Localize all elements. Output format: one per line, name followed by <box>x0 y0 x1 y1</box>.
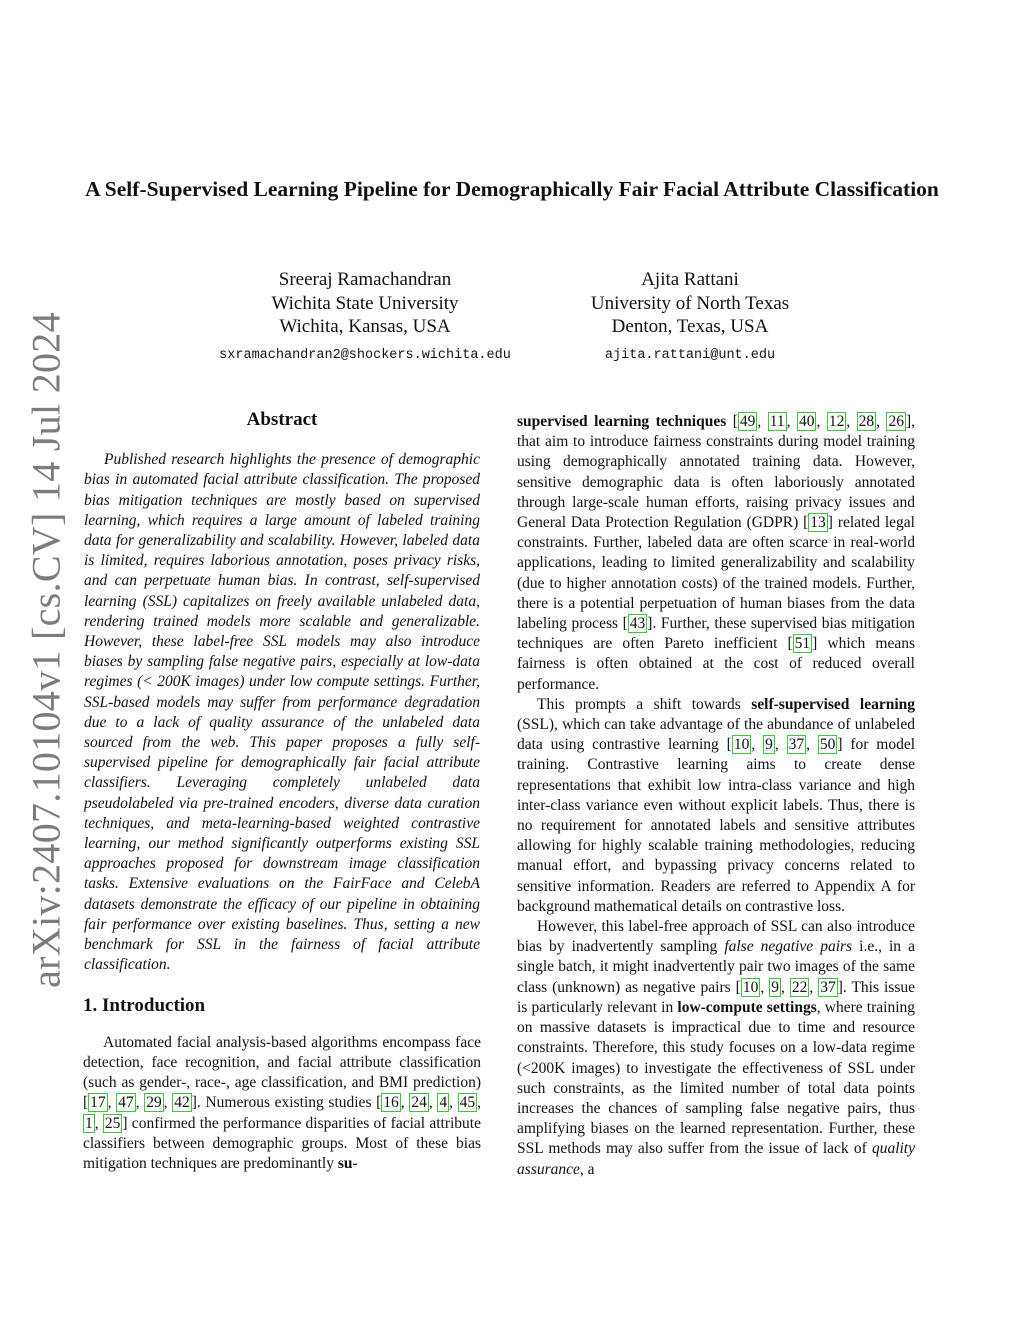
italic-run: quality assurance <box>517 1140 915 1178</box>
cite-group-5: 10 , 9 , 22 , 37 <box>742 978 836 996</box>
citation-link[interactable]: 37 <box>820 978 836 996</box>
text-run: This prompts a shift towards <box>537 695 752 713</box>
text-run: ] confirmed the performance disparities of facial attribute classifiers between demographic groups. Most of these bias mitigation techniques are predominantly <box>83 1114 481 1172</box>
abstract-heading: Abstract <box>246 409 318 430</box>
citation-link[interactable]: 47 <box>118 1094 134 1112</box>
author-location: Denton, Texas, USA <box>611 316 769 337</box>
bold-run: su- <box>337 1154 358 1172</box>
left-column <box>83 410 481 1174</box>
citation-link[interactable]: 45 <box>459 1094 476 1112</box>
intro-paragraph-1-cont: supervised learning techniques [ 49 , 11 , 40 , 12 , 28 , 26 ], that aim to introduce fairness constraints during model training using demographically annotated training data. However, sensitive demographic data is often laboriously annotated through large-scale human efforts, raising privacy issues and General Data Protection Regulation (GDPR) [ 13 ] related legal constraints. Further, labeled data are often scarce in real-world applications, leading to limited generalizability and scalability (due to higher annotation costs) of the trained models. Further, there is a potential perpetuation of human biases from the data labeling process [ 43 ]. Further, these supervised bias mitigation techniques are often Pareto inefficient [ 51 ] which means fairness is often obtained at the cost of reduced overall performance. <box>517 413 916 693</box>
text-run: ] related legal constraints. Further, labeled data are often scarce in real-world applications, leading to limited generalizability and scalability (due to higher annotation costs) of the trained models. Further, there is a potential perpetuation of human biases from the data labeling process [ <box>517 514 915 633</box>
text-run: ] which means fairness is often obtained at the cost of reduced overall performance. <box>517 635 915 693</box>
citation-link[interactable]: 22 <box>791 978 808 996</box>
text-run: (SSL), which can take advantage of the abundance of unlabeled data using contrastive learning [ <box>517 716 915 754</box>
citation-link[interactable]: 49 <box>739 413 756 430</box>
author-block-2 <box>545 268 835 367</box>
text-run: , that aim to introduce fairness constraints during model training using demographically annotated training data. However, sensitive demographic data is often laboriously annotated through large-scale human efforts, raising privacy issues and General Data Protection Regulation (GDPR) [ <box>517 413 916 532</box>
cite-group-2: 16 , 24 , 4 , 45 , 1 , 25 <box>85 1094 482 1132</box>
citation-link[interactable]: 12 <box>828 413 845 430</box>
cite-group-4: 10 , 9 , 37 , 50 <box>733 736 836 754</box>
citation-link[interactable]: 42 <box>174 1094 190 1112</box>
citation-link[interactable]: 51 <box>794 635 811 653</box>
author-block-1 <box>190 268 540 367</box>
paper-title: A Self-Supervised Learning Pipeline for Demographically Fair Facial Attribute Classification <box>85 177 939 201</box>
citation-link[interactable]: 28 <box>858 413 875 430</box>
citation-link[interactable]: 1 <box>85 1114 93 1132</box>
italic-run: false negative pairs <box>724 938 853 956</box>
text-run: ] for model training. Contrastive learning aims to create dense representations that exhibit low intra-class variance and high inter-class variance even without explicit labels. Thus, there is no requirement for annotated labels and sensitive attributes allowing for highly scalable training methodologies, reducing manual effort, and bypassing privacy concerns related to sensitive information. Readers are referred to Appendix A for background mathematical details on contrastive loss. <box>517 736 916 915</box>
text-run: Automated facial analysis-based algorithms encompass face detection, face recognition, and facial attribute classification (such as gender-, race-, age classification, and BMI prediction) [ <box>83 1033 481 1112</box>
intro-paragraph-1 <box>83 1033 481 1174</box>
citation-link[interactable]: 43 <box>629 615 646 633</box>
citation-link[interactable]: 16 <box>383 1094 399 1112</box>
intro-paragraph-2 <box>517 695 915 917</box>
text-run: , a <box>579 1160 595 1178</box>
citation-link[interactable]: 25 <box>104 1114 121 1132</box>
citation-link[interactable]: 9 <box>771 978 779 996</box>
arxiv-identifier: arXiv:2407.10104v1 [cs.CV] 14 Jul 2024 <box>23 312 69 988</box>
citation-link[interactable]: 37 <box>788 736 805 754</box>
abstract-text: Published research highlights the presence of demographic bias in automated facial attribute classification. The proposed bias mitigation techniques are mostly based on supervised learning, which requires a large amount of labeled training data for generalizability and scalability. However, labeled data is limited, requires laborious annotation, poses privacy risks, and can perpetuate human bias. In contrast, self-supervised learning (SSL) capitalizes on freely available unlabeled data, rendering trained models more scalable and generalizable. However, these label-free SSL models may also introduce biases by sampling false negative pairs, especially at low-data regimes (< 200K images) under low compute settings. Further, SSL-based models may suffer from performance degradation due to a lack of quality assurance of the unlabeled data sourced from the web. This paper proposes a fully self-supervised pipeline for demographically fair facial attribute classifiers. Leveraging completely unlabeled data pseudolabeled via pre-trained encoders, diverse data curation techniques, and meta-learning-based weighted contrastive learning, our method significantly outperforms existing SSL approaches proposed for downstream image classification tasks. Extensive evaluations on the FairFace and CelebA datasets demonstrate the efficacy of our pipeline in obtaining fair performance over existing baselines. Thus, setting a new benchmark for SSL in the fairness of facial attribute classification. <box>84 451 480 974</box>
text-run: i.e., in a single batch, it might inadvertently pair two images of the same class (unknown) as negative pairs [ <box>517 938 915 996</box>
text-run: ]. Further, these supervised bias mitigation techniques are often Pareto inefficient [ <box>517 615 916 653</box>
cite-group-1: 17 , 47 , 29 , 42 <box>90 1094 190 1112</box>
author-email[interactable]: ajita.rattani@unt.edu <box>604 347 776 363</box>
cite-group-3: 49 , 11 , 40 , 12 , 28 , 26 <box>739 413 904 430</box>
citation-link[interactable]: 11 <box>769 413 785 430</box>
author-affiliation: Wichita State University <box>271 292 459 314</box>
bold-run: supervised learning techniques <box>517 413 727 430</box>
text-run: ]. Numerous existing studies [ <box>191 1094 382 1112</box>
citation-link[interactable]: 9 <box>765 736 773 754</box>
citation-link[interactable]: 40 <box>798 413 815 430</box>
text-run: ]. This issue is particularly relevant in <box>517 978 916 1016</box>
citation-link[interactable]: 17 <box>90 1094 106 1112</box>
citation-link[interactable]: 29 <box>146 1094 162 1112</box>
arxiv-sidebar-stamp <box>18 312 74 988</box>
author-name: Ajita Rattani <box>641 269 739 290</box>
citation-link[interactable]: 24 <box>411 1094 427 1112</box>
intro-paragraph-3 <box>517 917 915 1180</box>
author-affiliation: University of North Texas <box>590 292 790 314</box>
author-name: Sreeraj Ramachandran <box>278 269 452 290</box>
citation-link[interactable]: 4 <box>439 1094 448 1112</box>
author-email[interactable]: sxramachandran2@shockers.wichita.edu <box>219 347 511 363</box>
right-column <box>517 412 915 1180</box>
citation-link[interactable]: 50 <box>819 736 836 754</box>
citation-link[interactable]: 13 <box>810 514 826 532</box>
bold-run: self-supervised learning <box>751 695 915 713</box>
citation-link[interactable]: 26 <box>888 413 904 430</box>
text-run: , where training on massive datasets is impractical due to time and resource constraints. Therefore, this study focuses on a low-data regime (<200K images) to investigate the effectiveness of SSL under such constraints, as the limited number of total data points increases the chances of sampling false negative pairs, thus amplifying biases on the learned representation. Further, these SSL methods may also suffer from the issue of lack of <box>517 998 916 1158</box>
bold-run: low-compute settings <box>677 998 817 1016</box>
citation-link[interactable]: 10 <box>742 978 759 996</box>
author-location: Wichita, Kansas, USA <box>279 316 451 337</box>
introduction-heading: 1. Introduction <box>83 995 206 1017</box>
text-run: However, this label-free approach of SSL can also introduce bias by inadvertently sampling <box>517 918 915 956</box>
citation-link[interactable]: 10 <box>733 736 750 754</box>
